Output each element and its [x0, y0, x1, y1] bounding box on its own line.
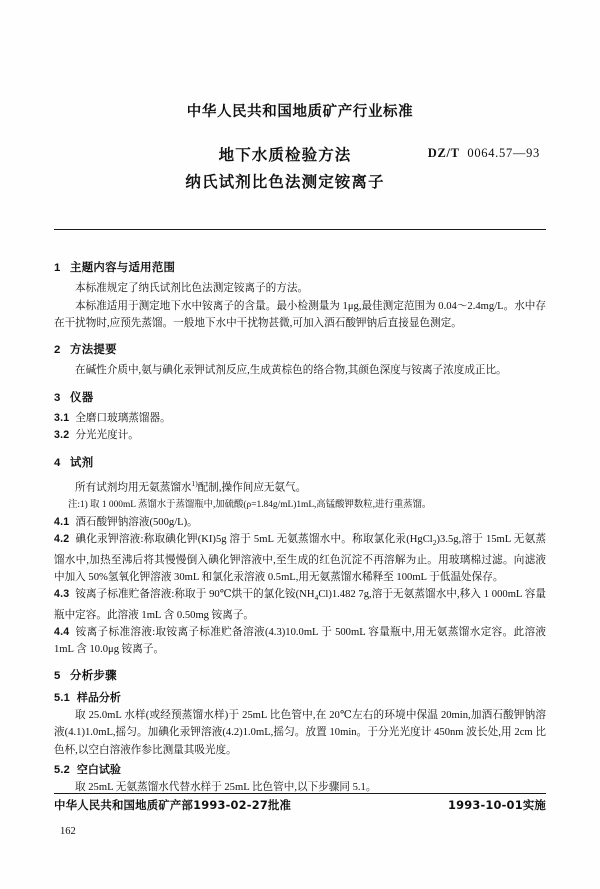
clause-3-1-text: 全磨口玻璃蒸馏器。: [75, 413, 171, 425]
clause-5-1-text: 取 25.0mL 水样(或经预蒸馏水样)于 25mL 比色管中,在 20℃左右的环境中保温 20min,加酒石酸钾钠溶液(4.1)1.0mL,摇匀。加碘化汞钾溶液(4.2)1.0mL,摇匀。放置 10min。于分光光度计 450nm 波长处,用 2cm 比色杯,以空白溶液作参比测量其吸光度。: [54, 709, 546, 756]
clause-3-2-text: 分光光度计。: [75, 430, 139, 442]
document-footer: [54, 797, 546, 813]
section-number-5: 5: [54, 670, 61, 683]
section-1-paragraph-2: 本标准适用于测定地下水中铵离子的含量。最小检测量为 1μg,最佳测定范围为 0.04～2.4mg/L。水中存在干扰物时,应预先蒸馏。一般地下水中干扰物甚微,可加入酒石酸钾钠后直接显色测定。: [54, 300, 546, 329]
clause-4-1-label: 4.1: [54, 515, 70, 528]
standard-code: 0064.57—93: [467, 146, 540, 160]
header-divider: [54, 229, 546, 230]
section-1-paragraph-1: 本标准规定了纳氏试剂比色法测定铵离子的方法。: [75, 283, 309, 295]
clause-4-2-text: 碘化汞钾溶液:称取碘化钾(KI)5g 溶于 5mL 无氨蒸馏水中。称取氯化汞(HgCl$_2$)3.5g,溶于 15mL 无氨蒸馏水中,加热至沸后将其慢慢倒入碘化钾溶液中,至生成的红色沉淀不再溶解为止。用玻璃棉过滤。向滤液中加入 50%氢氧化钾溶液 30mL 和氯化汞溶液 0.5mL,用无氨蒸馏水稀释至 100mL 于低温处保存。: [54, 534, 546, 583]
document-header: [0, 100, 600, 200]
clause-5-2-heading: [54, 761, 546, 779]
footer-divider: [54, 793, 546, 794]
clause-5-2-label: 5.2: [54, 763, 70, 776]
section-4-lead: 所有试剂均用无氨蒸馏水$^{1)}$配制,操作间应无氨气。: [75, 478, 307, 494]
issuing-organization: 中华人民共和国地质矿产行业标准: [186, 104, 414, 120]
clause-5-1-label: 5.1: [54, 691, 70, 704]
title-block: [0, 142, 600, 200]
clause-5-1-title: 样品分析: [76, 690, 121, 704]
section-title-2: 方法提要: [70, 342, 117, 357]
section-number-4: 4: [54, 456, 61, 469]
section-heading-4: [54, 454, 546, 472]
clause-4-3-label: 4.3: [54, 588, 70, 601]
approval-statement: 中华人民共和国地质矿产部1993-02-27批准: [54, 798, 292, 812]
clause-4-4-text: 铵离子标准溶液:取铵离子标准贮备溶液(4.3)10.0mL 于 500mL 容量瓶中,用无氨蒸馏水定容。此溶液 1mL 含 10.0μg 铵离子。: [54, 626, 546, 656]
clause-3-2: [54, 427, 546, 444]
clause-4-3-text: 铵离子标准贮备溶液:称取于 90℃烘干的氯化铵$(NH_4Cl)1.482$ 7g,溶于无氨蒸馏水中,移入 1 000mL 容量瓶中定容。此溶液 1mL 含 0.50mg 铵离子。: [54, 589, 546, 621]
clause-3-1-label: 3.1: [54, 412, 70, 425]
clause-4-4: [54, 624, 546, 659]
section-heading-5: [54, 667, 546, 685]
clause-4-1-text: 酒石酸钾钠溶液(500g/L)。: [75, 516, 198, 528]
clause-4-1: [54, 514, 546, 531]
clause-5-2-title: 空白试验: [76, 762, 121, 776]
section-title-1: 主题内容与适用范围: [70, 260, 176, 274]
section-4-footnote: 注:1) 取 1 000mL 蒸馏水于蒸馏瓶中,加硫酸(ρ=1.84g/mL)1mL,高锰酸钾数粒,进行重蒸馏。: [68, 499, 432, 510]
clause-4-2: [54, 531, 546, 586]
standard-prefix: DZ/T: [427, 146, 460, 160]
section-heading-1: [54, 259, 546, 277]
section-number-2: 2: [54, 344, 61, 357]
section-title-5: 分析步骤: [70, 668, 117, 683]
clause-4-3: [54, 586, 546, 624]
clause-4-4-label: 4.4: [54, 625, 70, 638]
standard-number: [428, 146, 540, 161]
clause-3-2-label: 3.2: [54, 429, 70, 442]
section-title-3: 仪器: [70, 389, 94, 404]
clause-5-2-text: 取 25mL 无氨蒸馏水代替水样于 25mL 比色管中,以下步骤同 5.1。: [75, 782, 377, 794]
clause-5-1-heading: [54, 689, 546, 707]
section-title-4: 试剂: [70, 454, 94, 469]
section-number-3: 3: [54, 391, 61, 404]
clause-3-1: [54, 410, 546, 427]
section-heading-3: [54, 389, 546, 407]
implementation-date: 1993-10-01实施: [447, 798, 546, 812]
section-2-paragraph-1: 在碱性介质中,氨与碘化汞钾试剂反应,生成黄棕色的络合物,其颜色深度与铵离子浓度成正比。: [75, 365, 507, 377]
title-line-1: 地下水质检验方法: [218, 146, 352, 164]
section-heading-2: [54, 341, 546, 359]
page-number: 162: [60, 826, 76, 837]
section-number-1: 1: [54, 262, 61, 274]
title-line-2: 纳氏试剂比色法测定铵离子: [185, 173, 385, 191]
clause-4-2-label: 4.2: [54, 533, 70, 546]
document-body: [54, 250, 546, 796]
